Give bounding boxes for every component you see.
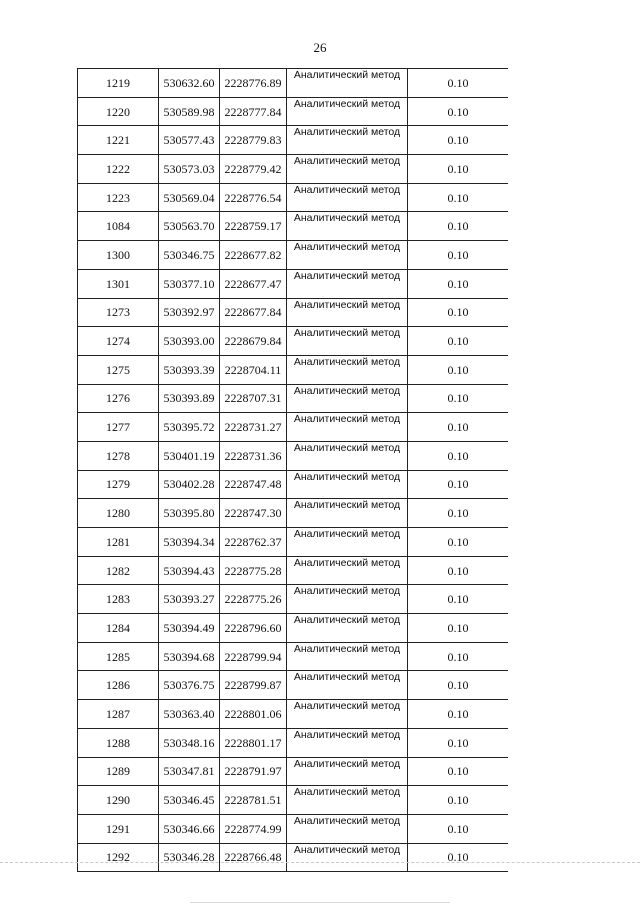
method-cell: Аналитический метод bbox=[287, 183, 408, 212]
table-row bbox=[78, 298, 509, 327]
accuracy-cell: 0.10 bbox=[408, 757, 509, 786]
x-coordinate-cell: 530363.40 bbox=[159, 700, 220, 729]
table-row bbox=[78, 814, 509, 843]
accuracy-cell: 0.10 bbox=[408, 671, 509, 700]
method-cell: Аналитический метод bbox=[287, 642, 408, 671]
accuracy-cell: 0.10 bbox=[408, 585, 509, 614]
accuracy-cell: 0.10 bbox=[408, 728, 509, 757]
x-coordinate-cell: 530393.27 bbox=[159, 585, 220, 614]
method-cell: Аналитический метод bbox=[287, 814, 408, 843]
accuracy-cell: 0.10 bbox=[408, 814, 509, 843]
table-row bbox=[78, 642, 509, 671]
x-coordinate-cell: 530394.68 bbox=[159, 642, 220, 671]
accuracy-cell: 0.10 bbox=[408, 413, 509, 442]
point-number-cell: 1279 bbox=[78, 470, 159, 499]
y-coordinate-cell: 2228766.48 bbox=[220, 843, 287, 872]
table-row bbox=[78, 728, 509, 757]
y-coordinate-cell: 2228799.94 bbox=[220, 642, 287, 671]
accuracy-cell: 0.10 bbox=[408, 126, 509, 155]
point-number-cell: 1220 bbox=[78, 97, 159, 126]
accuracy-cell: 0.10 bbox=[408, 355, 509, 384]
accuracy-cell: 0.10 bbox=[408, 269, 509, 298]
accuracy-cell: 0.10 bbox=[408, 298, 509, 327]
table-row bbox=[78, 69, 509, 98]
point-number-cell: 1300 bbox=[78, 241, 159, 270]
point-number-cell: 1282 bbox=[78, 556, 159, 585]
method-cell: Аналитический метод bbox=[287, 843, 408, 872]
table-row bbox=[78, 155, 509, 184]
coordinates-table bbox=[77, 68, 508, 872]
accuracy-cell: 0.10 bbox=[408, 843, 509, 872]
y-coordinate-cell: 2228775.28 bbox=[220, 556, 287, 585]
table-row bbox=[78, 212, 509, 241]
x-coordinate-cell: 530392.97 bbox=[159, 298, 220, 327]
table-row bbox=[78, 757, 509, 786]
table-row bbox=[78, 327, 509, 356]
table-row bbox=[78, 355, 509, 384]
method-cell: Аналитический метод bbox=[287, 786, 408, 815]
table-row bbox=[78, 470, 509, 499]
accuracy-cell: 0.10 bbox=[408, 642, 509, 671]
accuracy-cell: 0.10 bbox=[408, 384, 509, 413]
y-coordinate-cell: 2228796.60 bbox=[220, 614, 287, 643]
y-coordinate-cell: 2228707.31 bbox=[220, 384, 287, 413]
accuracy-cell: 0.10 bbox=[408, 69, 509, 98]
x-coordinate-cell: 530401.19 bbox=[159, 441, 220, 470]
x-coordinate-cell: 530589.98 bbox=[159, 97, 220, 126]
table-row bbox=[78, 413, 509, 442]
method-cell: Аналитический метод bbox=[287, 585, 408, 614]
table-row bbox=[78, 441, 509, 470]
accuracy-cell: 0.10 bbox=[408, 528, 509, 557]
method-cell: Аналитический метод bbox=[287, 327, 408, 356]
method-cell: Аналитический метод bbox=[287, 556, 408, 585]
table-row bbox=[78, 384, 509, 413]
y-coordinate-cell: 2228776.89 bbox=[220, 69, 287, 98]
y-coordinate-cell: 2228776.54 bbox=[220, 183, 287, 212]
x-coordinate-cell: 530347.81 bbox=[159, 757, 220, 786]
x-coordinate-cell: 530577.43 bbox=[159, 126, 220, 155]
table-row bbox=[78, 843, 509, 872]
point-number-cell: 1289 bbox=[78, 757, 159, 786]
point-number-cell: 1286 bbox=[78, 671, 159, 700]
x-coordinate-cell: 530348.16 bbox=[159, 728, 220, 757]
point-number-cell: 1284 bbox=[78, 614, 159, 643]
x-coordinate-cell: 530632.60 bbox=[159, 69, 220, 98]
point-number-cell: 1276 bbox=[78, 384, 159, 413]
table-row bbox=[78, 269, 509, 298]
y-coordinate-cell: 2228677.84 bbox=[220, 298, 287, 327]
x-coordinate-cell: 530563.70 bbox=[159, 212, 220, 241]
method-cell: Аналитический метод bbox=[287, 757, 408, 786]
coordinates-table-body bbox=[78, 69, 509, 872]
scan-artifact-line bbox=[190, 902, 450, 903]
point-number-cell: 1285 bbox=[78, 642, 159, 671]
method-cell: Аналитический метод bbox=[287, 241, 408, 270]
y-coordinate-cell: 2228775.26 bbox=[220, 585, 287, 614]
x-coordinate-cell: 530402.28 bbox=[159, 470, 220, 499]
point-number-cell: 1223 bbox=[78, 183, 159, 212]
page-number: 26 bbox=[313, 40, 327, 55]
accuracy-cell: 0.10 bbox=[408, 614, 509, 643]
y-coordinate-cell: 2228759.17 bbox=[220, 212, 287, 241]
x-coordinate-cell: 530346.45 bbox=[159, 786, 220, 815]
x-coordinate-cell: 530393.00 bbox=[159, 327, 220, 356]
y-coordinate-cell: 2228781.51 bbox=[220, 786, 287, 815]
y-coordinate-cell: 2228799.87 bbox=[220, 671, 287, 700]
point-number-cell: 1084 bbox=[78, 212, 159, 241]
table-row bbox=[78, 183, 509, 212]
table-row bbox=[78, 614, 509, 643]
method-cell: Аналитический метод bbox=[287, 269, 408, 298]
point-number-cell: 1292 bbox=[78, 843, 159, 872]
method-cell: Аналитический метод bbox=[287, 97, 408, 126]
y-coordinate-cell: 2228777.84 bbox=[220, 97, 287, 126]
x-coordinate-cell: 530346.75 bbox=[159, 241, 220, 270]
y-coordinate-cell: 2228731.36 bbox=[220, 441, 287, 470]
table-row bbox=[78, 786, 509, 815]
y-coordinate-cell: 2228801.06 bbox=[220, 700, 287, 729]
y-coordinate-cell: 2228774.99 bbox=[220, 814, 287, 843]
table-row bbox=[78, 671, 509, 700]
table-row bbox=[78, 528, 509, 557]
accuracy-cell: 0.10 bbox=[408, 470, 509, 499]
point-number-cell: 1301 bbox=[78, 269, 159, 298]
method-cell: Аналитический метод bbox=[287, 212, 408, 241]
accuracy-cell: 0.10 bbox=[408, 499, 509, 528]
point-number-cell: 1283 bbox=[78, 585, 159, 614]
method-cell: Аналитический метод bbox=[287, 155, 408, 184]
point-number-cell: 1291 bbox=[78, 814, 159, 843]
y-coordinate-cell: 2228677.82 bbox=[220, 241, 287, 270]
x-coordinate-cell: 530394.49 bbox=[159, 614, 220, 643]
point-number-cell: 1287 bbox=[78, 700, 159, 729]
x-coordinate-cell: 530573.03 bbox=[159, 155, 220, 184]
accuracy-cell: 0.10 bbox=[408, 327, 509, 356]
accuracy-cell: 0.10 bbox=[408, 183, 509, 212]
table-row bbox=[78, 556, 509, 585]
point-number-cell: 1278 bbox=[78, 441, 159, 470]
point-number-cell: 1274 bbox=[78, 327, 159, 356]
method-cell: Аналитический метод bbox=[287, 126, 408, 155]
method-cell: Аналитический метод bbox=[287, 614, 408, 643]
x-coordinate-cell: 530395.72 bbox=[159, 413, 220, 442]
y-coordinate-cell: 2228679.84 bbox=[220, 327, 287, 356]
method-cell: Аналитический метод bbox=[287, 700, 408, 729]
accuracy-cell: 0.10 bbox=[408, 786, 509, 815]
y-coordinate-cell: 2228779.42 bbox=[220, 155, 287, 184]
point-number-cell: 1275 bbox=[78, 355, 159, 384]
point-number-cell: 1219 bbox=[78, 69, 159, 98]
y-coordinate-cell: 2228747.48 bbox=[220, 470, 287, 499]
x-coordinate-cell: 530377.10 bbox=[159, 269, 220, 298]
accuracy-cell: 0.10 bbox=[408, 441, 509, 470]
accuracy-cell: 0.10 bbox=[408, 700, 509, 729]
accuracy-cell: 0.10 bbox=[408, 212, 509, 241]
method-cell: Аналитический метод bbox=[287, 671, 408, 700]
method-cell: Аналитический метод bbox=[287, 69, 408, 98]
y-coordinate-cell: 2228731.27 bbox=[220, 413, 287, 442]
point-number-cell: 1290 bbox=[78, 786, 159, 815]
y-coordinate-cell: 2228791.97 bbox=[220, 757, 287, 786]
table-row bbox=[78, 499, 509, 528]
x-coordinate-cell: 530346.66 bbox=[159, 814, 220, 843]
table-row bbox=[78, 126, 509, 155]
y-coordinate-cell: 2228704.11 bbox=[220, 355, 287, 384]
x-coordinate-cell: 530393.39 bbox=[159, 355, 220, 384]
method-cell: Аналитический метод bbox=[287, 298, 408, 327]
table-row bbox=[78, 585, 509, 614]
table-row bbox=[78, 700, 509, 729]
method-cell: Аналитический метод bbox=[287, 499, 408, 528]
x-coordinate-cell: 530395.80 bbox=[159, 499, 220, 528]
accuracy-cell: 0.10 bbox=[408, 241, 509, 270]
accuracy-cell: 0.10 bbox=[408, 97, 509, 126]
y-coordinate-cell: 2228747.30 bbox=[220, 499, 287, 528]
x-coordinate-cell: 530394.43 bbox=[159, 556, 220, 585]
scan-artifact-line bbox=[0, 862, 640, 863]
x-coordinate-cell: 530569.04 bbox=[159, 183, 220, 212]
x-coordinate-cell: 530394.34 bbox=[159, 528, 220, 557]
point-number-cell: 1273 bbox=[78, 298, 159, 327]
accuracy-cell: 0.10 bbox=[408, 155, 509, 184]
y-coordinate-cell: 2228779.83 bbox=[220, 126, 287, 155]
method-cell: Аналитический метод bbox=[287, 441, 408, 470]
accuracy-cell: 0.10 bbox=[408, 556, 509, 585]
table-row bbox=[78, 241, 509, 270]
method-cell: Аналитический метод bbox=[287, 470, 408, 499]
method-cell: Аналитический метод bbox=[287, 528, 408, 557]
x-coordinate-cell: 530393.89 bbox=[159, 384, 220, 413]
table-row bbox=[78, 97, 509, 126]
method-cell: Аналитический метод bbox=[287, 384, 408, 413]
point-number-cell: 1221 bbox=[78, 126, 159, 155]
method-cell: Аналитический метод bbox=[287, 413, 408, 442]
method-cell: Аналитический метод bbox=[287, 728, 408, 757]
method-cell: Аналитический метод bbox=[287, 355, 408, 384]
point-number-cell: 1288 bbox=[78, 728, 159, 757]
x-coordinate-cell: 530346.28 bbox=[159, 843, 220, 872]
point-number-cell: 1281 bbox=[78, 528, 159, 557]
point-number-cell: 1222 bbox=[78, 155, 159, 184]
x-coordinate-cell: 530376.75 bbox=[159, 671, 220, 700]
point-number-cell: 1280 bbox=[78, 499, 159, 528]
y-coordinate-cell: 2228801.17 bbox=[220, 728, 287, 757]
y-coordinate-cell: 2228762.37 bbox=[220, 528, 287, 557]
y-coordinate-cell: 2228677.47 bbox=[220, 269, 287, 298]
point-number-cell: 1277 bbox=[78, 413, 159, 442]
